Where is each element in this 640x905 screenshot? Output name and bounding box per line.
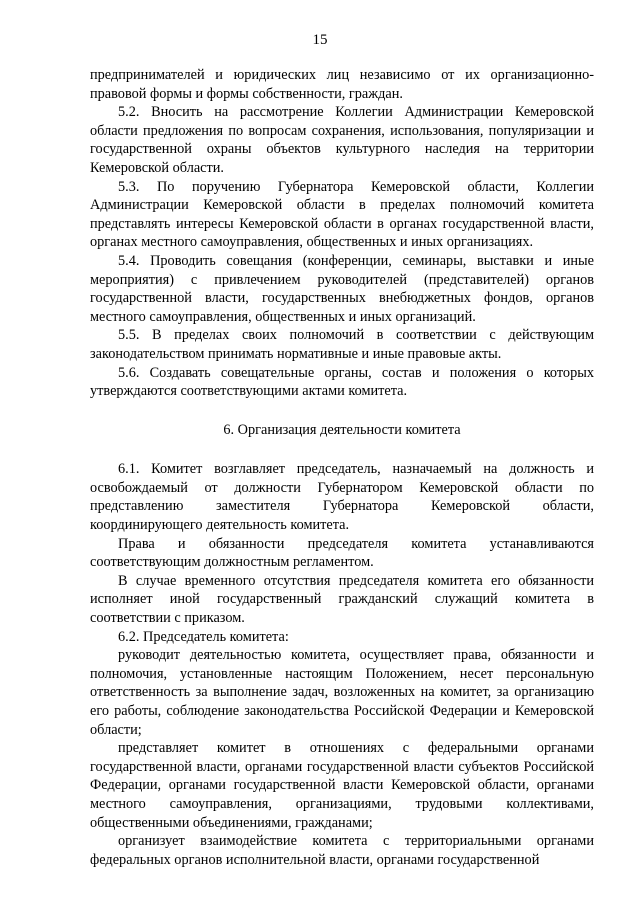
paragraph-leads-activity: руководит деятельностью комитета, осуществляет права, обязанности и полномочия, установленные настоящим Положением, несет персональную ответственность за выполнение задач, возложенных на комитет, за организацию его работы, соблюдение законодательства Российской Федерации и Кемеровской области; [90,647,594,738]
paragraph-6-2: 6.2. Председатель комитета: [118,628,289,645]
paragraph-5-6: 5.6. Создавать совещательные органы, состав и положения о которых утверждаются соответствующими актами комитета. [90,364,594,400]
document-body [90,66,594,869]
paragraph-represents-committee: представляет комитет в отношениях с федеральными органами государственной власти, органами государственной власти субъектов Российской Федерации, органами государственной власти Кемеровской области, органами местного самоуправления, организациями, трудовыми коллективами, общественными объединениями, гражданами; [90,740,594,831]
paragraph-5-3: 5.3. По поручению Губернатора Кемеровской области, Коллегии Администрации Кемеровской области в пределах полномочий комитета представлять интересы Кемеровской области в органах государственной власти, органах местного самоуправления, общественных и иных организациях. [90,178,594,251]
paragraph-rights-duties: Права и обязанности председателя комитета устанавливаются соответствующим должностным регламентом. [90,535,594,571]
paragraph-6-1: 6.1. Комитет возглавляет председатель, назначаемый на должность и освобождаемый от должности Губернатором Кемеровской области по представлению заместителя Губернатора Кемеровской области, координирующего деятельность комитета. [90,461,594,534]
paragraph-5-4: 5.4. Проводить совещания (конференции, семинары, выставки и иные мероприятия) с привлечением руководителей (представителей) органов государственной власти, государственных внебюджетных фондов, органов местного самоуправления, общественных и иных организаций. [90,252,594,325]
paragraph-5-5: 5.5. В пределах своих полномочий в соответствии с действующим законодательством принимать нормативные и иные правовые акты. [90,327,594,362]
page-number: 15 [312,32,328,48]
paragraph-5-2: 5.2. Вносить на рассмотрение Коллегии Администрации Кемеровской области предложения по вопросам сохранения, использования, популяризации и государственной охраны объектов культурного наследия на территории Кемеровской области. [90,104,594,176]
paragraph-organizes-interaction: организует взаимодействие комитета с территориальными органами федеральных органов исполнительной власти, органами государственной [90,833,594,868]
paragraph-continuation: предпринимателей и юридических лиц независимо от их организационно-правовой формы и формы собственности, граждан. [90,67,594,102]
paragraph-temporary-absence: В случае временного отсутствия председателя комитета его обязанности исполняет иной государственный гражданский служащий комитета в соответствии с приказом. [90,572,594,627]
section-heading: 6. Организация деятельности комитета [223,421,461,438]
